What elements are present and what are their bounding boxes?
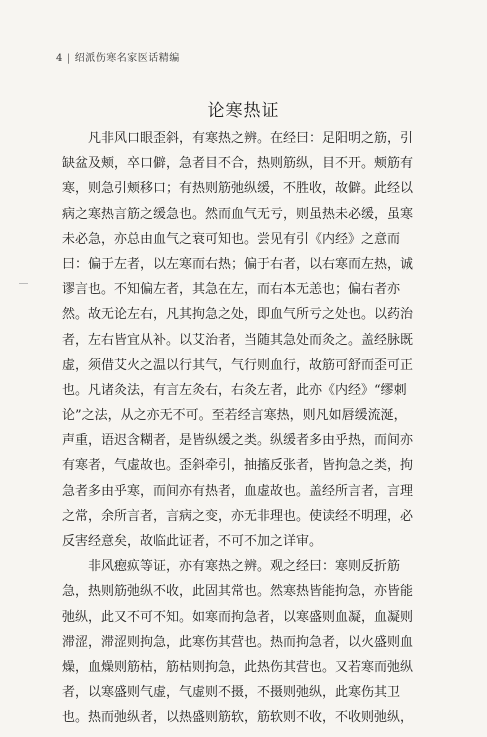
text-line: 弛纵，此又不可不知。如寒而拘急者，以寒盛则血凝，血凝则: [62, 609, 414, 625]
text-line: 虚，须借艾火之温以行其气，气行则血行，故筋可舒而歪可正: [62, 357, 414, 373]
text-line: 凡非风口眼歪斜，有寒热之辨。在经曰：足阳明之筋，引: [88, 131, 414, 146]
text-line: 之常，余所言者，言病之变，亦无非理也。使读经不明理，必: [62, 508, 414, 524]
text-line: 非风瘛疭等证，亦有寒热之辨。观之经曰：寒则反折筋: [88, 559, 401, 575]
text-line: 论”之法，从之亦无不可。至若经言寒热，则凡如唇缓流涎，: [62, 408, 407, 424]
header-separator: |: [66, 53, 71, 64]
text-line: 急，热则筋弛纵不收，此固其常也。然寒热皆能拘急，亦皆能: [62, 584, 414, 600]
text-line: 也。凡诸灸法，有言左灸右，右灸左者，此亦《内经》“缪刺: [62, 382, 407, 398]
book-title: 绍派伤寒名家医话精编: [74, 53, 180, 64]
running-header: [56, 49, 180, 64]
text-line: 病之寒热言筋之缓急也。然而血气无亏，则虽热未必缓，虽寒: [62, 206, 414, 222]
text-line: 寒，则急引颊移口；有热则筋弛纵缓，不胜收，故僻。此经以: [62, 181, 414, 197]
text-line: 者，左右皆宜从补。以艾治者，当随其急处而灸之。盖经脉既: [62, 332, 414, 348]
section-title: 论寒热证: [207, 101, 280, 121]
text-line: 也。热而弛纵者，以热盛则筋软，筋软则不收，不收则弛纵，: [62, 710, 414, 726]
page-number: 4: [56, 53, 63, 64]
text-line: 燥，血燥则筋枯，筋枯则拘急，此热伤其营也。又若寒而弛纵: [62, 659, 414, 675]
text-line: 急者多由乎寒，而间亦有热者，血虚故也。盖经所言者，言理: [62, 483, 414, 499]
text-line: 滞涩，滞涩则拘急，此寒伤其营也。热而拘急者，以火盛则血: [62, 634, 414, 650]
text-line: 缺盆及颊，卒口僻，急者目不合，热则筋纵，目不开。颊筋有: [62, 156, 414, 172]
text-line: 然。故无论左右，凡其拘急之处，即血气所亏之处也。以药治: [62, 307, 414, 323]
body-text: [62, 126, 445, 731]
text-line: 声重，语迟含糊者，是皆纵缓之类。纵缓者多由乎热，而间亦: [62, 433, 414, 449]
margin-mark: [19, 283, 28, 284]
text-line: 有寒者，气虚故也。歪斜牵引，抽搐反张者，皆拘急之类，拘: [62, 458, 414, 474]
text-line: 曰：偏于左者，以左寒而右热；偏于右者，以右寒而左热，诚: [62, 256, 414, 272]
text-line: 未必急，亦总由血气之衰可知也。尝见有引《内经》之意而: [62, 231, 401, 247]
text-line: 者，以寒盛则气虚，气虚则不摄，不摄则弛纵，此寒伤其卫: [62, 685, 401, 701]
text-line: 谬言也。不知偏左者，其急在左，而右本无恙也；偏右者亦: [62, 282, 401, 298]
text-line: 反害经意矣，故临此证者，不可不加之详审。: [62, 534, 323, 549]
